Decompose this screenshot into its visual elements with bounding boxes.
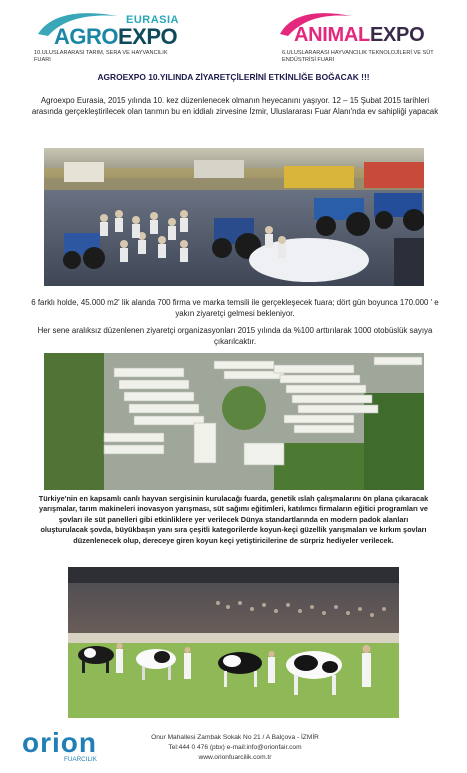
footer-phone-email: Tel:444 0 476 (pbx) e-mail:info@orionfair.com (168, 744, 302, 751)
animal-word: ANIMAL (294, 24, 370, 46)
orion-subtitle: FUARCILIK (64, 756, 97, 763)
buses-parking-photo (44, 353, 424, 490)
animalexpo-logo (276, 10, 446, 68)
headline: AGROEXPO 10.YILINDA ZİYARETÇİLERİNİ ETKİNLİĞE BOĞACAK !!! (97, 72, 370, 82)
footer-contact (130, 733, 340, 763)
agro-wordmark (54, 24, 177, 50)
agro-subtitle: 10.ULUSLARARASI TARIM, SERA VE HAYVANCILIK FUARI (34, 50, 168, 63)
animal-subtitle: 6.ULUSLARARASI HAYVANCILIK TEKNOLOJİLERİ VE SÜT ENDÜSTRİSİ FUARI (282, 50, 434, 63)
visitor-organization-paragraph: Her sene aralıksız düzenlenen ziyaretçi organizasyonları 2015 yılında da %100 arttırılarak 1000 otobüslük sayıya çıkarılcaktır. (37, 326, 433, 346)
agro-eurasia-label: EURASIA (126, 14, 180, 26)
animal-expo-word: EXPO (369, 24, 425, 46)
fair-stats-paragraph: 6 farklı holde, 45.000 m2' lik alanda 700 firma ve marka temsili ile gerçekleşecek fuara; dört gün boyunca 170.000 ' e yakın ziyaretçi gelmesi bekleniyor. (31, 298, 439, 318)
footer-address: Onur Mahallesi Zambak Sokak No 21 / A Balçova - İZMİR (151, 734, 319, 741)
footer-website[interactable]: www.orionfuarcilik.com.tr (198, 754, 272, 761)
orion-wordmark: orion (22, 727, 97, 758)
animal-wordmark (294, 24, 424, 47)
exhibition-hall-photo (44, 148, 424, 286)
agro-expo-word: EXPO (118, 24, 178, 49)
orion-logo (22, 727, 116, 767)
agroexpo-logo (34, 10, 184, 68)
agro-word: AGRO (54, 24, 118, 49)
cattle-show-photo (68, 567, 399, 718)
events-paragraph: Türkiye'nin en kapsamlı canlı hayvan sergisinin kurulacağı fuarda, genetik ıslah çalışmalarını ön plana çıkaracak yarışmalar, tarım makineleri inovasyon yarışması, süt sağımı eğitimleri, katılımcı firmaların eğitici programları ve şovları ile süt panelleri gibi etkinliklere yer verilecek Dünya standartlarında en modern padok alanları oluşturulacak şovda, büyükbaşın yanı sıra çeşitli kategorilerde koyun-keçi güzellik yarışmaları ve kırkım şovları düzenlenecek olup, dereceye giren koyun keçi yetiştiricilerine de sürpriz hediyeler verilecek. (38, 494, 429, 545)
intro-paragraph: Agroexpo Eurasia, 2015 yılında 10. kez düzenlenecek olmanın heyecanını yaşıyor. 12 – 15 Şubat 2015 tarihleri arasında gerçekleştirilecek olan tarımın bu en iddialı zirvesine İzmir, Uluslararası Fuar Alanı'nda ev sahipliği yapacak (31, 96, 439, 116)
